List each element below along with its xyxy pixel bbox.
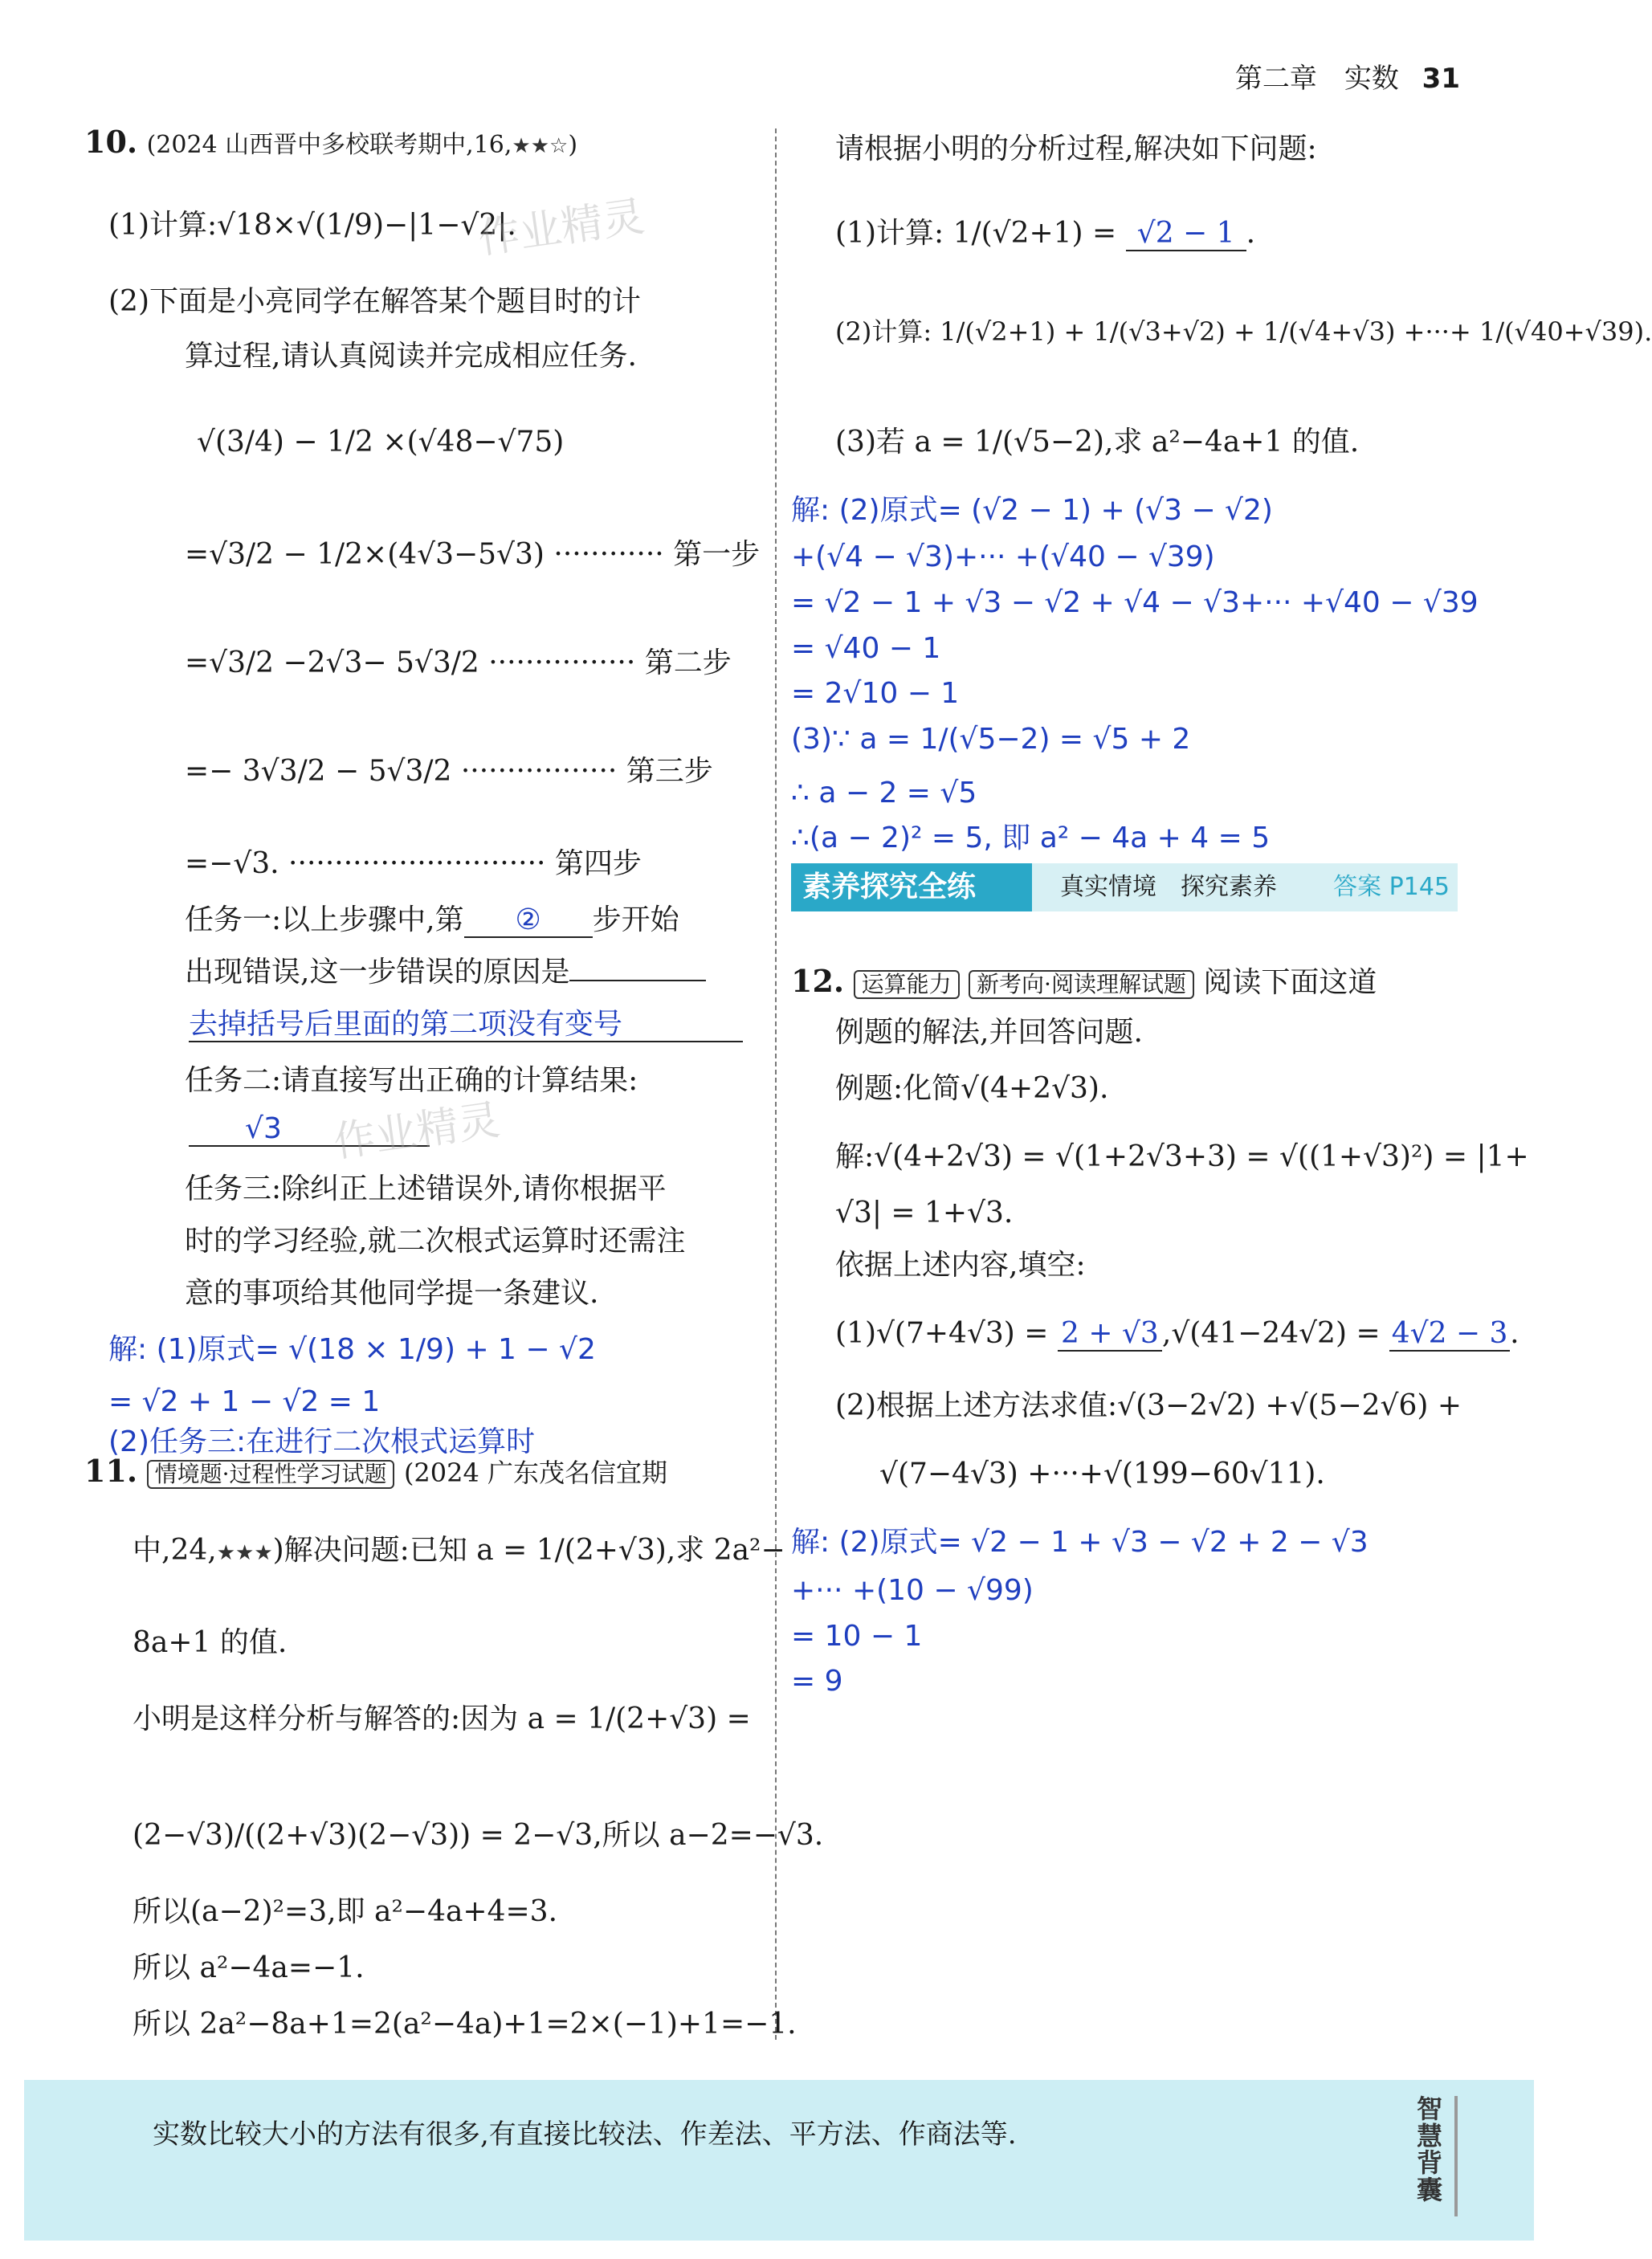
q11-line2-a: 中,24, <box>133 1534 217 1567</box>
q10-task1 <box>185 903 679 938</box>
q12-part2-line2: √(7−4√3) +···+√(199−60√11). <box>879 1458 1325 1490</box>
q11-tag: 情境题·过程性学习试题 <box>147 1460 395 1489</box>
task1-blank: ② <box>464 903 593 938</box>
banner-title: 素养探究全练 <box>791 863 1032 911</box>
q12-solution-1: 解: (2)原式= √2 − 1 + √3 − √2 + 2 − √3 <box>791 1526 1369 1559</box>
q11r-solution-4: = √40 − 1 <box>791 632 941 665</box>
column-divider <box>775 128 777 2040</box>
q12-line6: 依据上述内容,填空: <box>835 1249 1086 1282</box>
q12-solution-2: +··· +(10 − √99) <box>791 1574 1034 1607</box>
q11r-part1-period: . <box>1246 217 1256 250</box>
q12-part1-a: (1)√(7+4√3) = <box>835 1317 1049 1350</box>
q10-step4: =−√3. ···························· 第四步 <box>185 847 642 880</box>
q10-step1: =√3/2 − 1/2×(4√3−5√3) ············ 第一步 <box>185 538 761 571</box>
watermark-2: 作业精灵 <box>330 1095 504 1168</box>
q11-line3: 8a+1 的值. <box>133 1626 288 1659</box>
q11-number: 11. <box>84 1453 138 1489</box>
difficulty-stars-icon-2: ★★★ <box>216 1541 273 1565</box>
q12-part1-b: ,√(41−24√2) = <box>1161 1317 1381 1350</box>
q10-part2-line1: (2)下面是小亮同学在解答某个题目时的计 <box>108 285 641 318</box>
banner-subtitle: 真实情境 探究素养 <box>1060 873 1277 901</box>
q11-line2-b: )解决问题:已知 a = 1/(2+√3),求 2a²− <box>272 1534 785 1567</box>
q10-task1-line2 <box>185 956 706 989</box>
task1-reason-label: 出现错误,这一步错误的原因是 <box>185 956 570 989</box>
task1-text: 任务一:以上步骤中,第 <box>185 903 464 936</box>
q11r-part1 <box>835 217 1255 251</box>
q10-task2: 任务二:请直接写出正确的计算结果: <box>185 1064 638 1097</box>
q10-expr0: √(3/4) − 1/2 ×(√48−√75) <box>197 426 565 459</box>
q11-line5: (2−√3)/((2+√3)(2−√3)) = 2−√3,所以 a−2=−√3. <box>133 1819 824 1852</box>
q10-header <box>84 124 577 160</box>
q10-part2-line2: 算过程,请认真阅读并完成相应任务. <box>185 340 637 373</box>
q12-part1-answer2: 4√2 − 3 <box>1389 1317 1510 1352</box>
q10-number: 10. <box>84 124 138 160</box>
q11-line7: 所以 a²−4a=−1. <box>133 1951 365 1984</box>
footer-side-bar <box>1454 2096 1458 2216</box>
q10-source-end: ) <box>568 131 578 159</box>
q11r-solution-3: = √2 − 1 + √3 − √2 + √4 − √3+··· +√40 − √39 <box>791 586 1479 619</box>
footer-tip: 实数比较大小的方法有很多,有直接比较法、作差法、平方法、作商法等. <box>153 2118 1017 2151</box>
page-number: 31 <box>1422 63 1460 95</box>
q10-part1 <box>108 209 516 242</box>
q12-part1-period: . <box>1510 1317 1519 1350</box>
q12-line3: 例题:化简√(4+2√3). <box>835 1072 1109 1105</box>
q11-line2 <box>133 1534 785 1567</box>
q11r-part1-text: (1)计算: 1/(√2+1) = <box>835 217 1117 250</box>
task1-reason-answer: 去掉括号后里面的第二项没有变号 <box>189 1008 743 1042</box>
tip-footer <box>24 2080 1534 2241</box>
section-banner <box>791 863 1458 911</box>
q11r-part2: (2)计算: 1/(√2+1) + 1/(√3+√2) + 1/(√4+√3) +···+ 1/(√40+√39). <box>835 316 1652 347</box>
banner-answer-ref: 答案 P145 <box>1333 873 1450 901</box>
q11r-part1-answer: √2 − 1 <box>1126 217 1246 251</box>
task1-reason-blank-start <box>569 980 706 981</box>
q11r-solution-5: = 2√10 − 1 <box>791 677 960 710</box>
footer-side-label: 智慧背囊 <box>1416 2094 1442 2205</box>
q12-solution-3: = 10 − 1 <box>791 1620 923 1653</box>
q10-solution-1: 解: (1)原式= √(18 × 1/9) + 1 − √2 <box>108 1333 596 1366</box>
q10-task3-line2: 时的学习经验,就二次根式运算时还需注 <box>185 1225 686 1258</box>
q11-header <box>84 1454 667 1489</box>
q11r-solution-1: 解: (2)原式= (√2 − 1) + (√3 − √2) <box>791 494 1273 527</box>
q12-header <box>791 964 1377 999</box>
q11r-solution-8-cut: ∴(a − 2)² = 5, 即 a² − 4a + 4 = 5 <box>791 822 1271 854</box>
q11-line4: 小明是这样分析与解答的:因为 a = 1/(2+√3) = <box>133 1702 751 1735</box>
q11r-solution-6: (3)∵ a = 1/(√5−2) = √5 + 2 <box>791 723 1191 756</box>
q10-source: (2024 山西晋中多校联考期中,16, <box>146 131 512 159</box>
q11-line6: 所以(a−2)²=3,即 a²−4a+4=3. <box>133 1895 558 1928</box>
q10-step2: =√3/2 −2√3− 5√3/2 ················ 第二步 <box>185 646 732 679</box>
q10-task3-line1: 任务三:除纠正上述错误外,请你根据平 <box>185 1172 667 1205</box>
q12-line5: √3| = 1+√3. <box>835 1197 1014 1229</box>
q11r-intro: 请根据小明的分析过程,解决如下问题: <box>835 133 1317 165</box>
q12-tag-1: 运算能力 <box>854 970 960 999</box>
q12-number: 12. <box>791 963 845 999</box>
q11-source: (2024 广东茂名信宜期 <box>403 1458 668 1488</box>
q10-part1-expr: √18×√(1/9)−|1−√2|. <box>217 209 516 242</box>
q12-part2-line1: (2)根据上述方法求值:√(3−2√2) +√(5−2√6) + <box>835 1389 1462 1422</box>
q10-task3-line3: 意的事项给其他同学提一条建议. <box>185 1277 599 1310</box>
q12-tag-2: 新考向·阅读理解试题 <box>969 970 1194 999</box>
q12-line2: 例题的解法,并回答问题. <box>835 1016 1143 1049</box>
q10-solution-3-cut: (2)任务三:在进行二次根式运算时 <box>108 1425 536 1458</box>
q12-part1 <box>835 1317 1519 1352</box>
q12-part1-answer1: 2 + √3 <box>1058 1317 1162 1352</box>
q10-part1-label: (1)计算: <box>108 209 218 242</box>
watermark: 作业精灵 <box>475 192 648 264</box>
q12-line1: 阅读下面这道 <box>1203 966 1377 999</box>
q11r-solution-7: ∴ a − 2 = √5 <box>791 777 977 809</box>
q11r-part3: (3)若 a = 1/(√5−2),求 a²−4a+1 的值. <box>835 426 1360 459</box>
chapter-title: 第二章 实数 <box>1234 63 1399 95</box>
q12-line4: 解:√(4+2√3) = √(1+2√3+3) = √((1+√3)²) = |1+ <box>835 1140 1529 1173</box>
task1-text-b: 步开始 <box>592 903 679 936</box>
task2-answer: √3 <box>189 1112 430 1147</box>
q11-line8: 所以 2a²−8a+1=2(a²−4a)+1=2×(−1)+1=−1. <box>133 2008 797 2041</box>
q10-solution-2: = √2 + 1 − √2 = 1 <box>108 1385 381 1418</box>
q12-solution-4: = 9 <box>791 1665 843 1698</box>
difficulty-stars-icon: ★★☆ <box>512 134 569 158</box>
q10-step3: =− 3√3/2 − 5√3/2 ················· 第三步 <box>185 755 713 788</box>
page-header <box>1235 56 1460 96</box>
q11r-solution-2: +(√4 − √3)+··· +(√40 − √39) <box>791 540 1215 573</box>
